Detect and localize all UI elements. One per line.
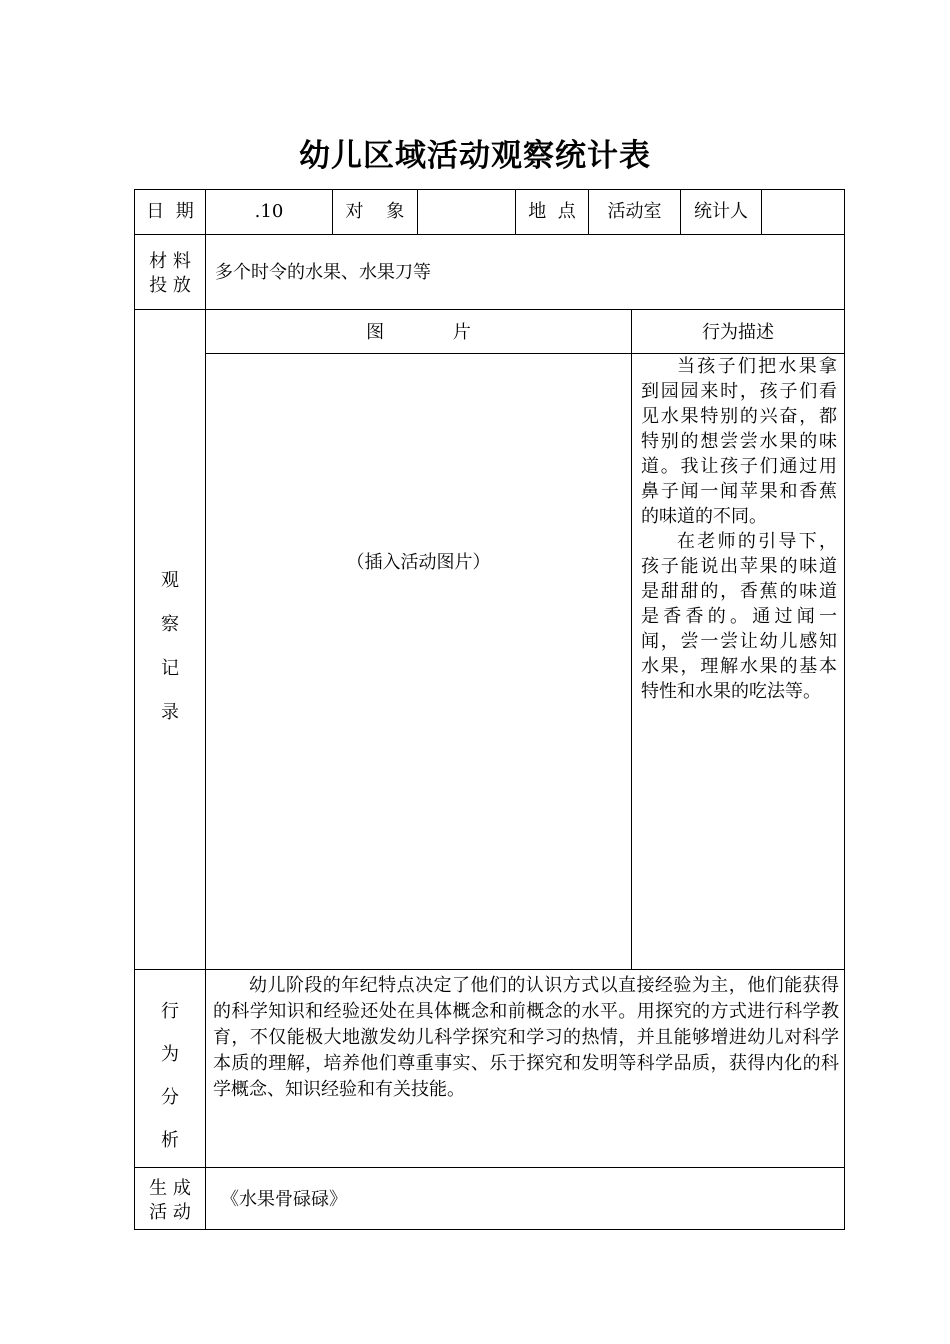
materials-value: 多个时令的水果、水果刀等 <box>215 262 431 283</box>
picture-placeholder: （插入活动图片） <box>346 552 491 573</box>
column-divider <box>761 190 762 234</box>
row-divider <box>135 1167 844 1168</box>
behavior-paragraph: 当孩子们把水果拿到园园来时，孩子们看见水果特别的兴奋，都特别的想尝尝水果的味道。我让孩子们通过用鼻子闻一闻苹果和香蕉的味道的不同。 <box>641 356 837 527</box>
date-value: .10 <box>254 201 284 222</box>
picture-header: 图 片 <box>366 322 471 343</box>
row-divider <box>135 234 844 235</box>
generated-activity-label-line2: 活 动 <box>149 1202 191 1223</box>
column-divider <box>205 190 206 1229</box>
observation-label-char: 察 <box>161 614 179 635</box>
generated-activity-label <box>135 1177 205 1225</box>
row-divider <box>135 309 844 310</box>
location-value: 活动室 <box>607 201 662 222</box>
statistician-label: 统计人 <box>694 201 748 222</box>
analysis-label-char: 析 <box>161 1130 179 1151</box>
column-divider <box>417 190 418 234</box>
column-divider <box>631 309 632 969</box>
behavior-header: 行为描述 <box>702 322 774 343</box>
behavior-description <box>641 354 837 704</box>
generated-activity-value: 《水果骨碌碌》 <box>221 1189 347 1210</box>
generated-activity-label-line1: 生 成 <box>149 1178 191 1199</box>
materials-label <box>135 250 205 298</box>
materials-label-line1: 材 料 <box>149 251 191 272</box>
page-title: 幼儿区域活动观察统计表 <box>299 138 651 174</box>
observation-label-char: 观 <box>161 570 179 591</box>
analysis-label-char: 分 <box>161 1087 179 1108</box>
location-label: 地 点 <box>528 201 576 222</box>
date-label: 日 期 <box>146 201 194 222</box>
observation-label-char: 录 <box>161 702 179 723</box>
behavior-paragraph: 在老师的引导下，孩子能说出苹果的味道是甜甜的，香蕉的味道是香香的。通过闻一闻，尝一尝让幼儿感知水果，理解水果的基本特性和水果的吃法等。 <box>641 531 837 702</box>
row-divider <box>135 969 844 970</box>
target-label: 对 象 <box>345 201 405 222</box>
observation-label-char: 记 <box>161 658 179 679</box>
analysis-label-char: 为 <box>161 1044 179 1065</box>
analysis-paragraph: 幼儿阶段的年纪特点决定了他们的认识方式以直接经验为主，他们能获得的科学知识和经验还处在具体概念和前概念的水平。用探究的方式进行科学教育，不仅能极大地激发幼儿科学探究和学习的热情，并且能够增进幼儿对科学本质的理解，培养他们尊重事实、乐于探究和发明等科学品质，获得内化的科学概念、知识经验和有关技能。 <box>213 975 839 1100</box>
materials-label-line2: 投 放 <box>149 275 191 296</box>
observation-table <box>134 189 845 1230</box>
analysis-text <box>213 973 839 1103</box>
analysis-label-char: 行 <box>161 1001 179 1022</box>
